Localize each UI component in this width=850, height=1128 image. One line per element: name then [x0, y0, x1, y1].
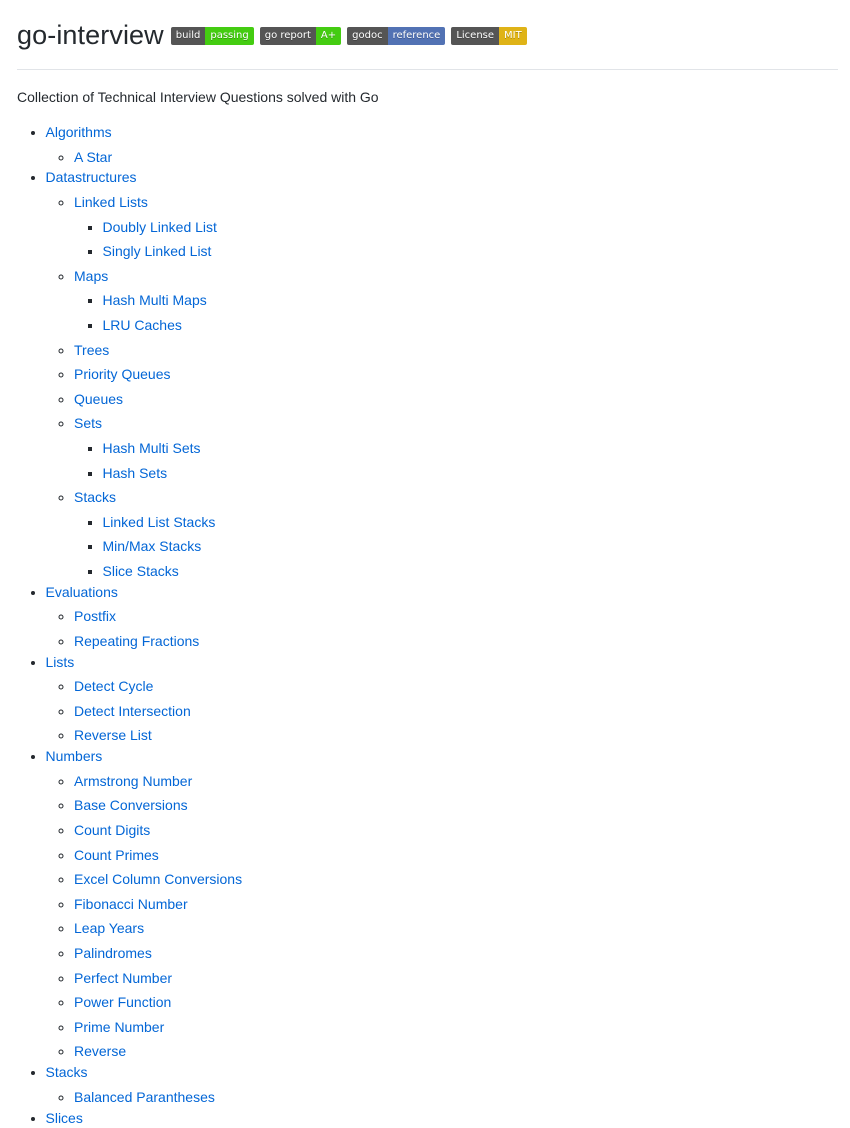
- toc-link-perfect-number[interactable]: Perfect Number: [74, 969, 173, 986]
- list-item: [74, 795, 838, 816]
- table-of-contents: [17, 122, 838, 1128]
- license-badge[interactable]: [451, 27, 526, 45]
- sublist: [74, 290, 838, 335]
- toc-link-repeating-fractions[interactable]: Repeating Fractions: [74, 632, 200, 649]
- list-item: [103, 217, 839, 238]
- list-item: [74, 364, 838, 385]
- toc-link-stacks[interactable]: Stacks: [74, 489, 117, 506]
- build-status-badge[interactable]: [171, 27, 254, 45]
- toc-link-trees[interactable]: Trees: [74, 341, 110, 358]
- toc-link-priority-queues[interactable]: Priority Queues: [74, 366, 171, 383]
- toc-link-doubly-linked-list[interactable]: Doubly Linked List: [102, 218, 217, 235]
- list-item: [46, 1062, 839, 1107]
- toc-link-slice-stacks[interactable]: Slice Stacks: [102, 562, 179, 579]
- toc-link-evaluations[interactable]: Evaluations: [45, 583, 118, 600]
- list-item: [74, 771, 838, 792]
- toc-link-linked-list-stacks[interactable]: Linked List Stacks: [102, 513, 216, 530]
- toc-link-min-max-stacks[interactable]: Min/Max Stacks: [102, 538, 202, 555]
- list-item: [103, 315, 839, 336]
- list-item: [46, 746, 839, 1062]
- list-item: [46, 652, 839, 747]
- list-item: [74, 845, 838, 866]
- toc-link-a-star[interactable]: A Star: [74, 148, 113, 165]
- toc-link-algorithms[interactable]: Algorithms: [45, 124, 112, 140]
- badge-label: godoc: [347, 27, 387, 45]
- toc-link-power-function[interactable]: Power Function: [74, 994, 172, 1011]
- badge-value: A+: [316, 27, 341, 45]
- list-item: [74, 701, 838, 722]
- godoc-badge[interactable]: [347, 27, 445, 45]
- badge-label: go report: [260, 27, 316, 45]
- list-item: [74, 725, 838, 746]
- toc-link-queues[interactable]: Queues: [74, 390, 124, 407]
- list-item: [74, 340, 838, 361]
- title-row: [17, 0, 838, 70]
- sublist: [46, 676, 839, 746]
- toc-link-detect-intersection[interactable]: Detect Intersection: [74, 702, 191, 719]
- toc-link-count-digits[interactable]: Count Digits: [74, 822, 151, 839]
- page-title: go-interview: [17, 19, 164, 50]
- sublist: [46, 771, 839, 1062]
- badge-label: build: [171, 27, 206, 45]
- toc-link-palindromes[interactable]: Palindromes: [74, 945, 152, 961]
- list-item: [74, 192, 838, 262]
- badge-value: passing: [205, 27, 253, 45]
- list-item: [74, 1041, 838, 1062]
- list-item: [46, 122, 839, 167]
- list-item: [74, 413, 838, 483]
- badge-label: License: [451, 27, 499, 45]
- go-report-badge[interactable]: [260, 27, 341, 45]
- list-item: [74, 943, 838, 964]
- toc-link-maps[interactable]: Maps: [74, 267, 109, 284]
- list-item: [74, 992, 838, 1013]
- toc-link-datastructures[interactable]: Datastructures: [45, 169, 137, 186]
- sublist: [46, 606, 839, 651]
- toc-link-linked-lists[interactable]: Linked Lists: [74, 193, 148, 210]
- list-item: [46, 582, 839, 652]
- toc-link-excel-column-conversions[interactable]: Excel Column Conversions: [74, 871, 243, 888]
- list-item: [74, 968, 838, 989]
- list-item: [103, 463, 839, 484]
- toc-link-prime-number[interactable]: Prime Number: [74, 1018, 165, 1035]
- toc-link-hash-sets[interactable]: Hash Sets: [102, 464, 168, 481]
- sublist: [46, 192, 839, 582]
- list-item: [74, 869, 838, 890]
- list-item: [74, 389, 838, 410]
- toc-link-lists[interactable]: Lists: [45, 653, 75, 670]
- list-item: [74, 631, 838, 652]
- toc-link-balanced-parantheses[interactable]: Balanced Parantheses: [74, 1088, 215, 1105]
- toc-link-lru-caches[interactable]: LRU Caches: [102, 316, 182, 333]
- badge-value: MIT: [499, 27, 527, 45]
- list-item: [74, 676, 838, 697]
- list-item: [74, 894, 838, 915]
- list-item: [74, 266, 838, 336]
- list-item: [103, 512, 839, 533]
- toc-link-postfix[interactable]: Postfix: [74, 608, 117, 625]
- toc-link-stacks-section[interactable]: Stacks: [45, 1064, 88, 1081]
- toc-link-armstrong-number[interactable]: Armstrong Number: [74, 772, 193, 789]
- toc-link-fibonacci-number[interactable]: Fibonacci Number: [74, 895, 188, 912]
- toc-link-hash-multi-sets[interactable]: Hash Multi Sets: [102, 439, 201, 456]
- list-item: [74, 918, 838, 939]
- list-item: [74, 1017, 838, 1038]
- badge-value: reference: [388, 27, 446, 45]
- badge-group: [171, 27, 527, 45]
- list-item: [74, 606, 838, 627]
- toc-link-singly-linked-list[interactable]: Singly Linked List: [102, 243, 212, 260]
- sublist: [74, 438, 838, 483]
- list-item: [103, 536, 839, 557]
- sublist: [46, 1087, 839, 1108]
- toc-link-leap-years[interactable]: Leap Years: [74, 920, 145, 937]
- description: Collection of Technical Interview Questions solved with Go: [17, 89, 379, 105]
- toc-link-hash-multi-maps[interactable]: Hash Multi Maps: [102, 292, 207, 309]
- toc-link-sets[interactable]: Sets: [74, 415, 103, 432]
- list-item: [74, 820, 838, 841]
- toc-link-reverse[interactable]: Reverse: [74, 1043, 127, 1060]
- list-item: [46, 167, 839, 581]
- list-item: [103, 561, 839, 582]
- sublist: [74, 512, 838, 582]
- toc-link-base-conversions[interactable]: Base Conversions: [74, 797, 188, 814]
- toc-link-numbers[interactable]: Numbers: [45, 748, 103, 765]
- list-item: [74, 487, 838, 582]
- toc-link-reverse-list[interactable]: Reverse List: [74, 727, 152, 744]
- list-item: [103, 241, 839, 262]
- sublist: [74, 217, 838, 262]
- list-item: [103, 290, 839, 311]
- sublist: [46, 147, 839, 168]
- toc-link-detect-cycle[interactable]: Detect Cycle: [74, 678, 154, 695]
- toc-link-count-primes[interactable]: Count Primes: [74, 846, 159, 863]
- list-item: [74, 147, 838, 168]
- list-item: [103, 438, 839, 459]
- toc-link-slices[interactable]: Slices: [45, 1109, 83, 1126]
- list-item: [74, 1087, 838, 1108]
